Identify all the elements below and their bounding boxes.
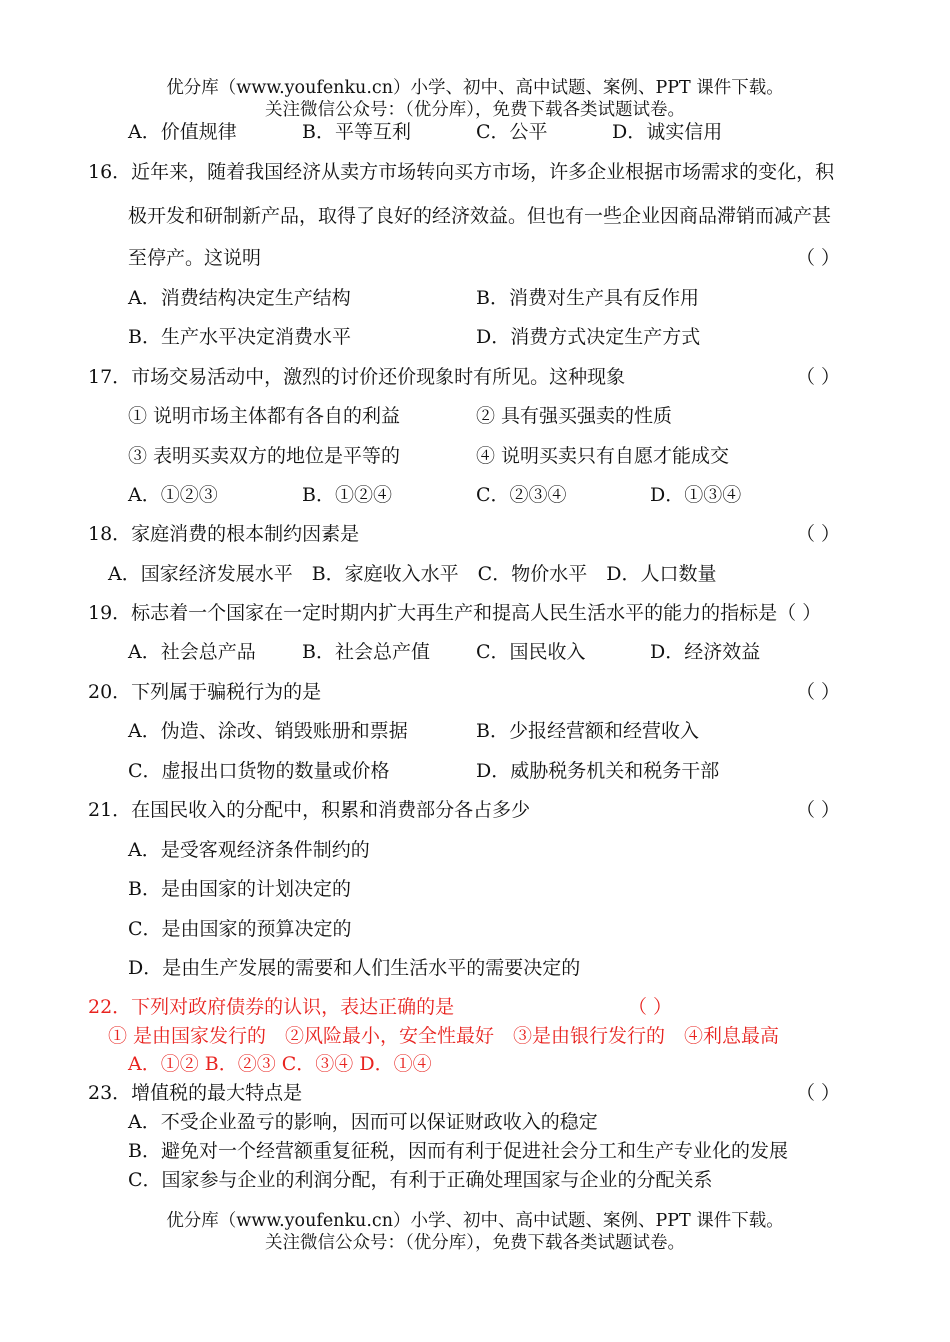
q17-stem: 17．市场交易活动中，激烈的讨价还价现象时有所见。这种现象 xyxy=(88,366,626,388)
q18-answer-paren: （ ） xyxy=(796,523,841,545)
footer-line-2: 关注微信公众号：（优分库），免费下载各类试题试卷。 xyxy=(265,1233,685,1253)
q20-option-d: D．威胁税务机关和税务干部 xyxy=(476,760,720,782)
q17-statement-2: ② 具有强买强卖的性质 xyxy=(476,405,673,427)
q23-option-b: B．避免对一个经营额重复征税，因而有利于促进社会分工和生产专业化的发展 xyxy=(128,1140,788,1162)
q19-option-c: C．国民收入 xyxy=(476,641,586,663)
q16-stem-line-1: 16．近年来，随着我国经济从卖方市场转向买方市场，许多企业根据市场需求的变化，积 xyxy=(88,161,835,183)
q21-option-a: A．是受客观经济条件制约的 xyxy=(128,839,370,861)
q15-option-b: B．平等互利 xyxy=(302,121,411,143)
q17-option-c: C．②③④ xyxy=(476,484,567,506)
q21-option-d: D．是由生产发展的需要和人们生活水平的需要决定的 xyxy=(128,957,581,979)
q15-option-d: D．诚实信用 xyxy=(612,121,723,143)
q21-option-c: C．是由国家的预算决定的 xyxy=(128,918,352,940)
page-footer xyxy=(0,1210,950,1254)
q17-option-a: A．①②③ xyxy=(128,484,218,506)
page-header xyxy=(0,77,950,121)
q23-option-a: A．不受企业盈亏的影响，因而可以保证财政收入的稳定 xyxy=(128,1111,598,1133)
q21-option-b: B．是由国家的计划决定的 xyxy=(128,878,351,900)
header-line-2: 关注微信公众号：（优分库），免费下载各类试题试卷。 xyxy=(265,100,685,120)
header-line-1: 优分库（www.youfenku.cn）小学、初中、高中试题、案例、PPT 课件下载。 xyxy=(166,78,784,98)
q19-option-a: A．社会总产品 xyxy=(128,641,256,663)
q16-option-d: D．消费方式决定生产方式 xyxy=(476,326,701,348)
q19-option-d: D．经济效益 xyxy=(650,641,761,663)
q19-stem: 19．标志着一个国家在一定时期内扩大再生产和提高人民生活水平的能力的指标是（ ） xyxy=(88,602,822,624)
q22-stem: 22．下列对政府债券的认识，表达正确的是 xyxy=(88,996,455,1018)
q17-answer-paren: （ ） xyxy=(796,366,841,388)
q20-option-c: C．虚报出口货物的数量或价格 xyxy=(128,760,390,782)
q16-stem-line-2: 极开发和研制新产品，取得了良好的经济效益。但也有一些企业因商品滞销而减产甚 xyxy=(128,205,832,227)
footer-line-1: 优分库（www.youfenku.cn）小学、初中、高中试题、案例、PPT 课件下载。 xyxy=(166,1211,784,1231)
q18-stem: 18．家庭消费的根本制约因素是 xyxy=(88,523,360,545)
q21-answer-paren: （ ） xyxy=(796,799,841,821)
q21-stem: 21．在国民收入的分配中，积累和消费部分各占多少 xyxy=(88,799,531,821)
q16-option-a: A．消费结构决定生产结构 xyxy=(128,287,351,309)
q20-stem: 20．下列属于骗税行为的是 xyxy=(88,681,322,703)
q17-statement-1: ① 说明市场主体都有各自的利益 xyxy=(128,405,401,427)
q23-option-c: C．国家参与企业的利润分配，有利于正确处理国家与企业的分配关系 xyxy=(128,1169,713,1191)
q20-answer-paren: （ ） xyxy=(796,681,841,703)
q22-answer-paren: （ ） xyxy=(628,996,673,1018)
q23-answer-paren: （ ） xyxy=(796,1082,841,1104)
q16-stem-line-3: 至停产。这说明 xyxy=(128,247,262,269)
q15-option-c: C．公平 xyxy=(476,121,548,143)
q16-answer-paren: （ ） xyxy=(796,247,841,269)
q20-option-b: B．少报经营额和经营收入 xyxy=(476,720,699,742)
q22-options: A．①② B．②③ C．③④ D．①④ xyxy=(128,1053,432,1075)
q15-option-a: A．价值规律 xyxy=(128,121,237,143)
q17-option-d: D．①③④ xyxy=(650,484,742,506)
q23-stem: 23．增值税的最大特点是 xyxy=(88,1082,303,1104)
q22-statements: ① 是由国家发行的 ②风险最小，安全性最好 ③是由银行发行的 ④利息最高 xyxy=(108,1025,780,1047)
q20-option-a: A．伪造、涂改、销毁账册和票据 xyxy=(128,720,408,742)
q17-option-b: B．①②④ xyxy=(302,484,392,506)
q17-statement-4: ④ 说明买卖只有自愿才能成交 xyxy=(476,445,730,467)
q16-option-c: B．生产水平决定消费水平 xyxy=(128,326,351,348)
q17-statement-3: ③ 表明买卖双方的地位是平等的 xyxy=(128,445,401,467)
q19-option-b: B．社会总产值 xyxy=(302,641,430,663)
q16-option-b: B．消费对生产具有反作用 xyxy=(476,287,699,309)
q18-options: A．国家经济发展水平 B．家庭收入水平 C．物价水平 D．人口数量 xyxy=(108,563,717,585)
